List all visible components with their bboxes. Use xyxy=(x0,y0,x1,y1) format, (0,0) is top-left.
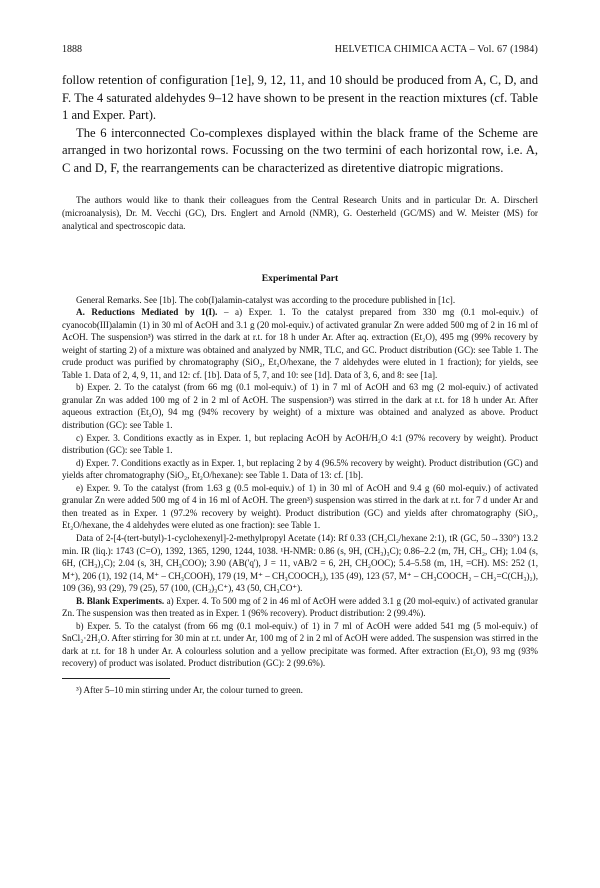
section-b-heading: B. Blank Experiments. xyxy=(76,595,165,606)
experiment-b-4-text: a) Exper. 4. To 500 mg of 2 in 46 ml of AcOH were added 3.1 g (20 mol-equiv.) of activated granular Zn. The suspension was then treated as in Exper. 1 (96% recovery). Product distribution: 2 (99.4%). xyxy=(62,595,538,619)
footnote xyxy=(62,684,538,696)
experiment-a-1 xyxy=(62,306,538,381)
experiment-a-3: c) Exper. 3. Conditions exactly as in Exper. 1, but replacing AcOH by AcOH/H₂O 4:1 (97% recovery by weight). Product distribution (GC): see Table 1. xyxy=(62,432,538,456)
experimental-section xyxy=(62,294,538,670)
experiment-a-2: b) Exper. 2. To the catalyst (from 66 mg (0.1 mol-equiv.) of 1) in 7 ml of AcOH and 63 mg (2 mol-equiv.) of activated granular Zn was added 100 mg of 2 in 2 ml of AcOH. The suspension³) was stirred in the dark at r.t. for 18 h under Ar. After aqueous extraction (Et₂O), 94 mg (94% recovery by weight) of a mixture was obtained and analyzed as above. Product distribution (GC): see Table 1. xyxy=(62,382,538,431)
journal-title: HELVETICA CHIMICA ACTA – Vol. 67 (1984) xyxy=(334,44,538,55)
discussion-paragraph-2: The 6 interconnected Co-complexes displayed within the black frame of the Scheme are arranged in two horizontal rows. Focussing on the two termini of each horizontal row, i.e. A, C and D, F, the rearrangements can be characterized as diretentive diatropic migrations. xyxy=(62,125,538,175)
footnote-mark: ³) xyxy=(76,684,82,695)
discussion-section xyxy=(62,72,538,178)
compound-14-data: Data of 2-[4-(tert-butyl)-1-cyclohexenyl]-2-methylpropyl Acetate (14): Rf 0.33 (CH₂Cl₂/hexane 2:1), tR (GC, 50→330°) 13.2 min. IR (liq.): 1743 (C=O), 1392, 1365, 1290, 1244, 1038. ¹H-NMR: 0.86 (s, 9H, (CH₃)₃C); 0.86–2.2 (m, 7H, CH₂, CH); 1.04 (s, 6H, (CH₃)₂C); 2.04 (s, 3H, CH₃COO); 3.90 (AB('q'), J = 11, νAB/2 = 6, 2H, CH₂OOC); 5.4–5.58 (m, 1H, =CH). MS: 252 (1, M⁺), 206 (1), 192 (14, M⁺ – CH₃COOH), 179 (19, M⁺ – CH₃COOCH₂), 135 (49), 123 (57, M⁺ – CH₃COOCH₂ – CH₂=C(CH₃)₂), 109 (36), 93 (29), 79 (25), 57 (100, (CH₃)₃C⁺), 43 (50, CH₃CO⁺). xyxy=(62,532,538,594)
experiment-b-5: b) Exper. 5. To the catalyst (from 66 mg (0.1 mol-equiv.) of 1) in 7 ml of AcOH were added 541 mg (5 mol-equiv.) of SnCl₂·2H₂O. After stirring for 30 min at r.t. under Ar, 100 mg of 2 in 2 ml of AcOH were added. The suspension was stirred in the dark at r.t. for 18 h under Ar. A colourless solution and a yellow precipitate was formed. After extraction (Et₂O), 93 mg (93% recovery) of product was isolated. Product distribution (GC): 2 (99.6%). xyxy=(62,620,538,669)
experimental-heading: Experimental Part xyxy=(261,272,339,284)
general-remarks: General Remarks. See [1b]. The cob(I)alamin-catalyst was according to the procedure published in [1c]. xyxy=(76,294,456,305)
experiment-a-1-text: – a) Exper. 1. To the catalyst prepared from 330 mg (0.1 mol-equiv.) of cyanocob(III)alamin (1) in 30 ml of AcOH and 3.1 g (20 mol-equiv.) of activated granular Zn were added 500 mg of 2 in 16 ml of AcOH. The suspension³) was stirred in the dark at r.t. for 18 h under Ar. After aq. extraction (Et₂O), 495 mg (99% recovery by weight of starting 2) of a mixture was obtained and analyzed by NMR, TLC, and GC. Product distribution (GC): see Table 1. The crude product was purified by chromatography (SiO₂, Et₂O/hexane, the 7 aldehydes were eluted in 1 fraction); for yields, see Table 1. Data of 2, 4, 9, 11, and 12: cf. [1b]. Data of 5, 7, and 10: see [1d]. Data of 3, 6, and 8: see [1a]. xyxy=(62,307,539,380)
acknowledgement-paragraph: The authors would like to thank their colleagues from the Central Research Units and in particular Dr. A. Dirscherl (microanalysis), Dr. M. Vecchi (GC), Drs. Englert and Arnold (NMR), G. Oesterheld (GC/MS) and W. Meister (MS) for analytical and spectroscopic data. xyxy=(62,194,538,231)
running-header xyxy=(62,44,538,58)
experiment-b-4 xyxy=(62,595,538,620)
page-number: 1888 xyxy=(62,44,82,55)
footnote-divider xyxy=(62,678,170,679)
discussion-paragraph-1: follow retention of configuration [1e], 9, 12, 11, and 10 should be produced from A, C, D, and F. The 4 saturated aldehydes 9–12 have shown to be present in the reaction mixtures (cf. Table 1 and Exper. Part). xyxy=(62,73,538,123)
page-body xyxy=(62,72,538,696)
footnote-text: After 5–10 min stirring under Ar, the colour turned to green. xyxy=(83,684,303,695)
experiment-a-9: e) Exper. 9. To the catalyst (from 1.63 g (0.5 mol-equiv.) of 1) in 30 ml of AcOH and 9.4 g (60 mol-equiv.) of activated granular Zn were added 500 mg of 4 in 16 ml of AcOH. The green³) suspension was stirred in the dark at r.t. for 7 d under Ar and then treated as in Exper. 1 (97.2% recovery by weight). Product distribution (GC) and yields after chromatography (SiO₂, Et₂O/hexane, the 4 aldehydes were eluted as one fraction): see Table 1. xyxy=(62,482,538,531)
experiment-a-7: d) Exper. 7. Conditions exactly as in Exper. 1, but replacing 2 by 4 (96.5% recovery by weight). Product distribution (GC) and yields after chromatography (SiO₂, Et₂O/hexane): see Table 1. Data of 13: cf. [1b]. xyxy=(62,457,538,481)
section-a-heading: A. Reductions Mediated by 1(I). xyxy=(76,307,218,318)
